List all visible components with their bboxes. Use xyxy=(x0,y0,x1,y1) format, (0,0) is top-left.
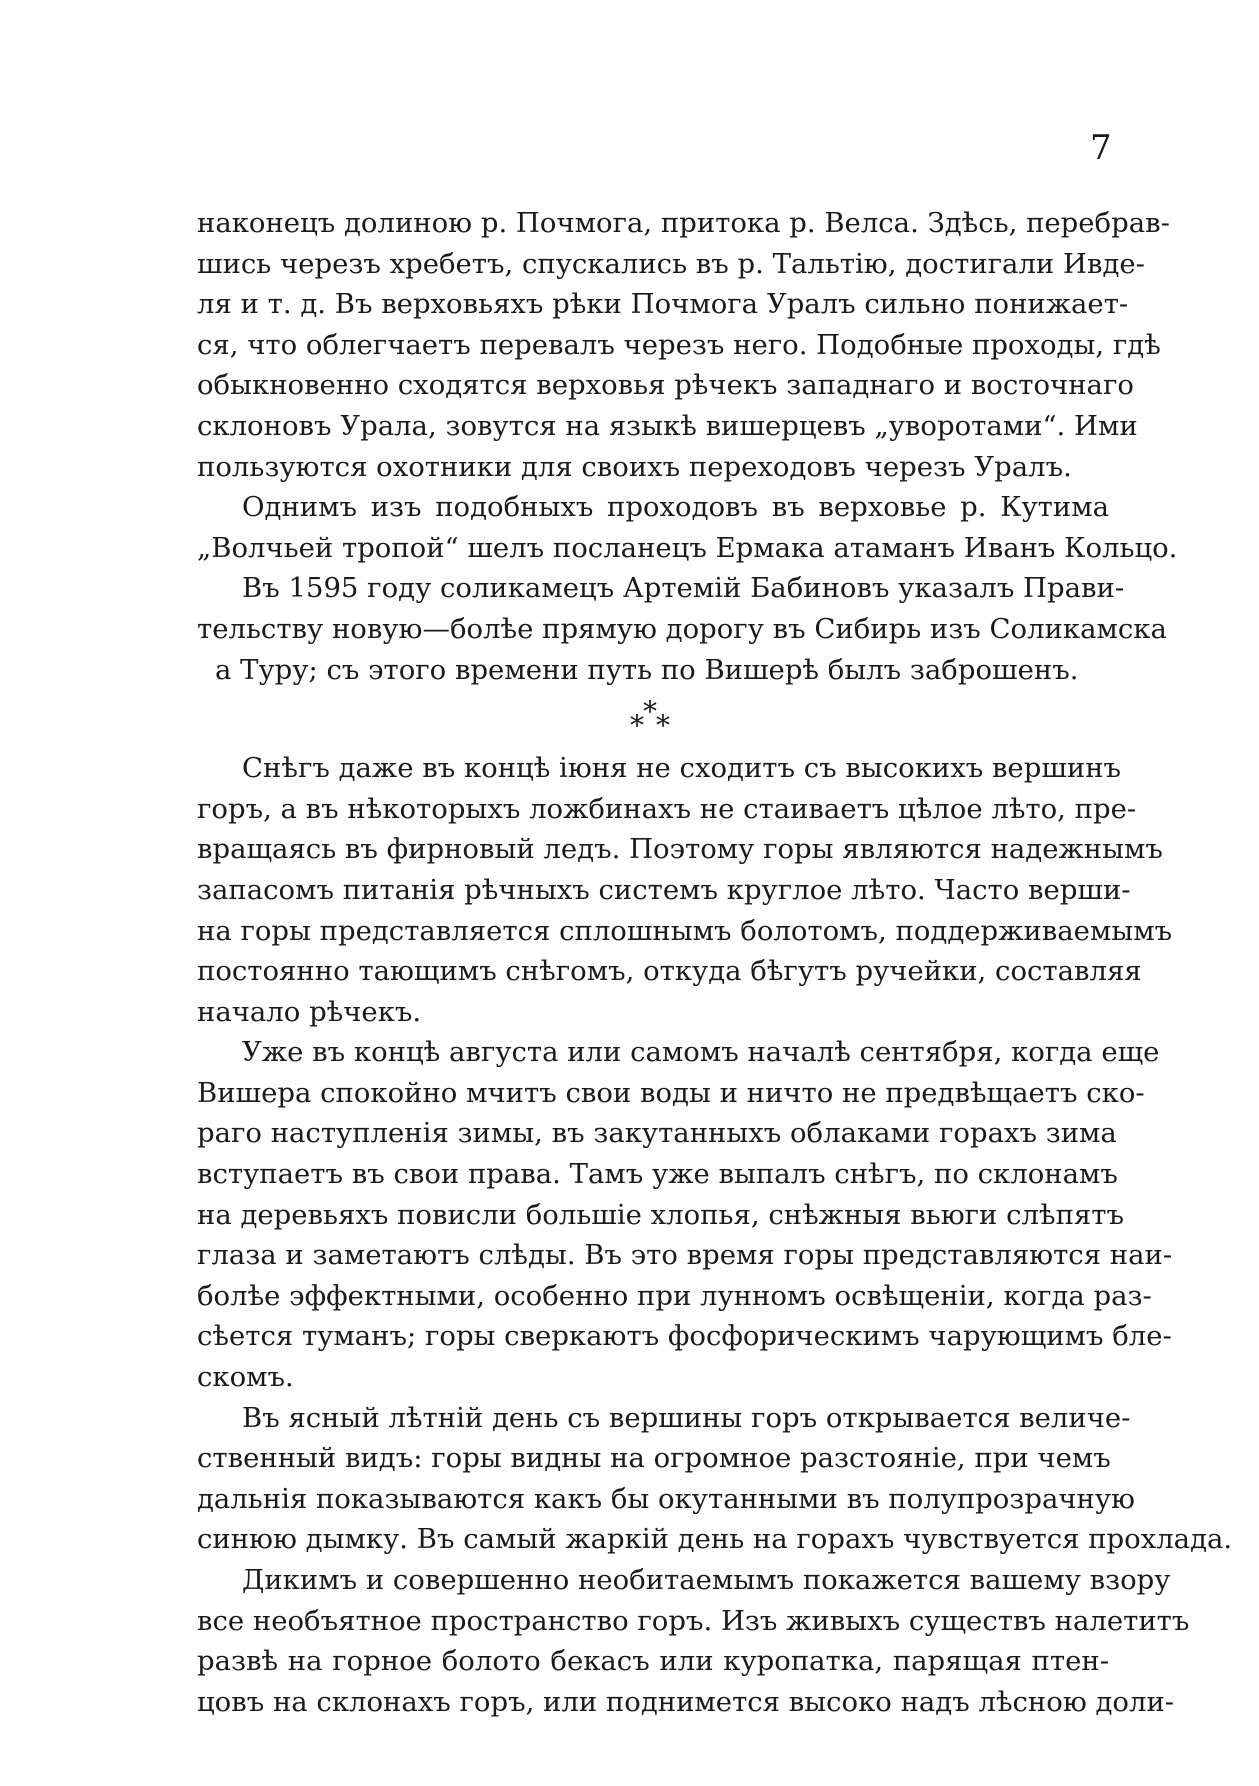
paragraph-kutim xyxy=(197,487,1178,568)
text-line: Въ 1595 году соликамецъ Артемій Бабиновъ указалъ Прави- xyxy=(242,572,1125,605)
page-number: 7 xyxy=(1090,128,1112,168)
text-line: синюю дымку. Въ самый жаркій день на горахъ чувствуется прохлада. xyxy=(197,1523,1233,1556)
text-line: Однимъ изъ подобныхъ проходовъ въ верховье р. Кутима xyxy=(242,491,1109,524)
paragraph-babinov xyxy=(197,568,1167,690)
text-line: тельству новую—болѣе прямую дорогу въ Сибирь изъ Соликамска xyxy=(197,612,1167,645)
asterism-star: * xyxy=(656,709,670,743)
asterism-star: * xyxy=(630,709,644,743)
text-line: запасомъ питанія рѣчныхъ системъ круглое лѣто. Часто верши- xyxy=(197,873,1131,906)
text-line: сѣется туманъ; горы сверкаютъ фосфорическимъ чарующимъ бле- xyxy=(197,1320,1172,1353)
asterism-star: * xyxy=(643,695,657,729)
text-line: вступаетъ въ свои права. Тамъ уже выпалъ снѣгъ, по склонамъ xyxy=(197,1158,1118,1191)
text-line: постоянно тающимъ снѣгомъ, откуда бѣгутъ ручейки, составляя xyxy=(197,955,1142,988)
text-line: дальнія показываются какъ бы окутанными въ полупрозрачную xyxy=(197,1482,1135,1515)
text-line: ля и т. д. Въ верховьяхъ рѣки Почмога Уралъ сильно понижает- xyxy=(197,288,1129,321)
text-line: на горы представляется сплошнымъ болотомъ, поддерживаемымъ xyxy=(197,914,1173,947)
text-line: вращаясь въ фирновый ледъ. Поэтому горы являются надежнымъ xyxy=(197,833,1163,866)
text-line: глаза и заметаютъ слѣды. Въ это время горы представляются наи- xyxy=(197,1239,1173,1272)
text-line: „Волчьей тропой“ шелъ посланецъ Ермака атаманъ Иванъ Кольцо. xyxy=(197,531,1178,564)
text-line: болѣе эффектными, особенно при лунномъ освѣщеніи, когда раз- xyxy=(197,1279,1152,1312)
text-line: горъ, а въ нѣкоторыхъ ложбинахъ не стаиваетъ цѣлое лѣто, пре- xyxy=(197,792,1137,825)
text-line: Снѣгъ даже въ концѣ іюня не сходитъ съ высокихъ вершинъ xyxy=(242,752,1122,785)
text-line: ственный видъ: горы видны на огромное разстояніе, при чемъ xyxy=(197,1442,1111,1475)
text-line: все необъятное пространство горъ. Изъ живыхъ существъ налетитъ xyxy=(197,1604,1190,1637)
text-line: Уже въ концѣ августа или самомъ началѣ сентября, когда еще xyxy=(242,1036,1160,1069)
text-line: пользуются охотники для своихъ переходовъ черезъ Уралъ. xyxy=(197,450,1072,483)
paragraph-passes xyxy=(197,203,1170,487)
paragraph-wild-space xyxy=(197,1560,1190,1722)
text-line: Въ ясный лѣтній день съ вершины горъ открывается величе- xyxy=(242,1401,1131,1434)
section-break-asterism xyxy=(197,690,1109,748)
text-line: Дикимъ и совершенно необитаемымъ покажется вашему взору xyxy=(242,1564,1171,1596)
text-line: склоновъ Урала, зовутся на языкѣ вишерцевъ „уворотами“. Ими xyxy=(197,409,1138,442)
text-line: Вишера спокойно мчитъ свои воды и ничто не предвѣщаетъ ско- xyxy=(197,1076,1145,1109)
text-line: на деревьяхъ повисли большіе хлопья, снѣжныя вьюги слѣпятъ xyxy=(197,1198,1124,1231)
text-line: начало рѣчекъ. xyxy=(197,995,422,1028)
paragraph-summer-view xyxy=(197,1398,1233,1560)
text-line: ся, что облегчаетъ перевалъ черезъ него. Подобные проходы, гдѣ xyxy=(197,328,1161,361)
text-line: раго наступленія зимы, въ закутанныхъ облаками горахъ зима xyxy=(197,1117,1117,1150)
text-line: наконецъ долиною р. Почмога, притока р. Велса. Здѣсь, перебрав- xyxy=(197,207,1170,239)
paragraph-winter xyxy=(197,1032,1173,1397)
text-line: развѣ на горное болото бекасъ или куропатка, парящая птен- xyxy=(197,1645,1109,1678)
text-line: скомъ. xyxy=(197,1361,294,1394)
text-line: шись черезъ хребетъ, спускались въ р. Тальтію, достигали Ивде- xyxy=(197,247,1145,280)
body-text xyxy=(197,203,1233,1722)
paragraph-snow xyxy=(197,748,1173,1032)
text-line: цовъ на склонахъ горъ, или поднимется высоко надъ лѣсною доли- xyxy=(197,1685,1175,1718)
text-line: обыкновенно сходятся верховья рѣчекъ западнаго и восточнаго xyxy=(197,369,1134,402)
text-line: а Туру; съ этого времени путь по Вишерѣ былъ заброшенъ. xyxy=(215,653,1079,686)
